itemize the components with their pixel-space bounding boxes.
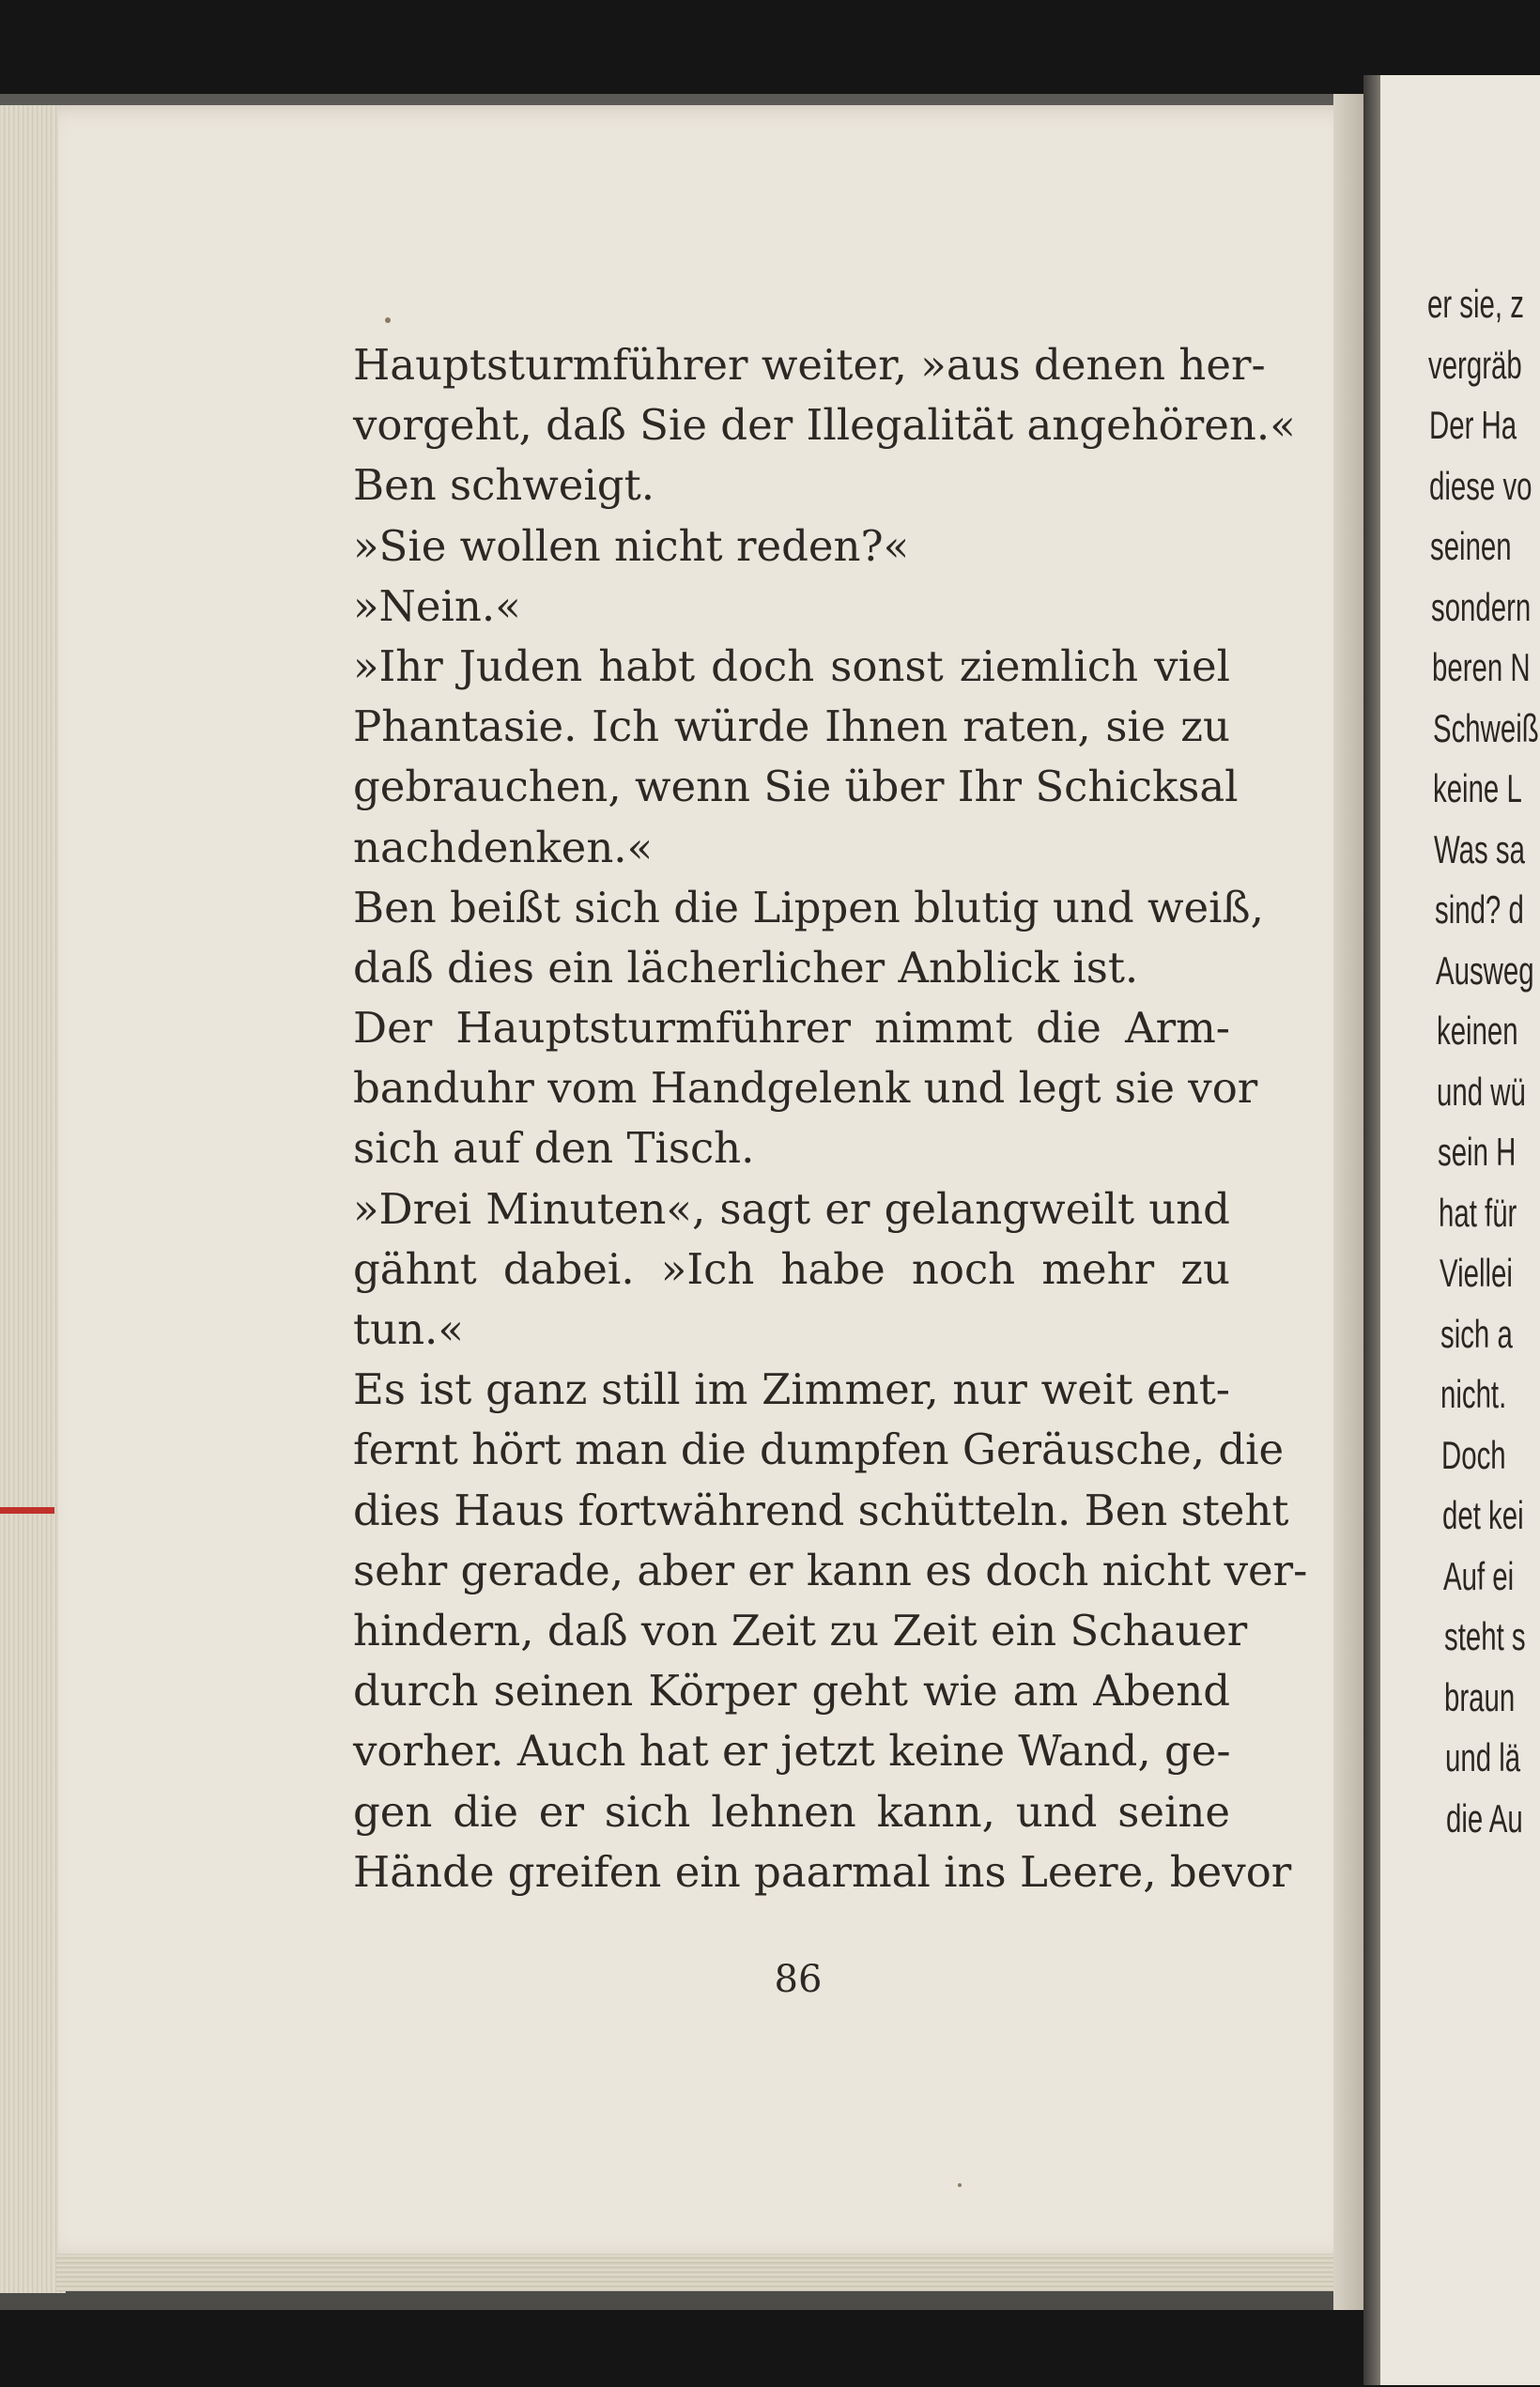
right-page-line: er sie, z [1427,282,1524,326]
text-line: durch seinen Körper geht wie am Abend [353,1666,1230,1717]
right-page-line: hat für [1439,1190,1517,1235]
text-line: Der Hauptsturmführer nimmt die Arm- [353,1003,1230,1054]
text-line: sich auf den Tisch. [353,1123,755,1174]
right-page-line: Was sa [1434,826,1526,871]
right-page-line: Ausweg [1435,947,1534,993]
paper-speck [958,2183,962,2187]
paper-speck [385,317,391,323]
text-line: Hauptsturmführer weiter, »aus denen her- [353,340,1266,390]
text-line: tun.« [353,1304,464,1354]
right-page-line: Schweiß [1432,705,1539,750]
page-bottom-edge [56,2254,1362,2291]
text-line: Phantasie. Ich würde Ihnen raten, sie zu [353,701,1230,752]
right-page-line: Auf ei [1442,1553,1514,1598]
right-page-line: sind? d [1435,887,1524,932]
bookmark-ribbon [0,1507,54,1514]
page-stack-edge [0,105,66,2293]
right-page-line: und wü [1437,1069,1527,1114]
right-page-line: keine L [1433,766,1523,810]
text-line: dies Haus fortwährend schütteln. Ben steht [353,1485,1289,1535]
right-page-line: sich a [1440,1311,1513,1356]
text-line: gen die er sich lehnen kann, und seine [353,1786,1230,1837]
right-page-line: Viellei [1439,1251,1513,1295]
right-page [1380,75,1540,2385]
text-line: »Nein.« [353,580,521,631]
body-text [353,335,1308,1902]
right-page-line: braun [1444,1674,1516,1719]
right-page-line: sein H [1438,1130,1517,1174]
right-page-line: Doch [1441,1432,1506,1477]
text-line: Ben beißt sich die Lippen blutig und weiß, [353,882,1264,932]
text-line: fernt hört man die dumpfen Geräusche, die [353,1424,1285,1475]
text-line: hindern, daß von Zeit zu Zeit ein Schauer [353,1605,1248,1656]
right-page-line: diese vo [1429,463,1532,508]
text-line: Hände greifen ein paarmal ins Leere, bevor [353,1846,1292,1897]
text-line: daß dies ein lächerlicher Anblick ist. [353,942,1139,993]
text-line: »Sie wollen nicht reden?« [353,520,910,571]
text-line: gebrauchen, wenn Sie über Ihr Schicksal [353,762,1239,812]
text-line: banduhr vom Handgelenk und legt sie vor [353,1063,1258,1114]
right-page-line: seinen [1430,524,1512,568]
right-page-line: sondern [1431,584,1532,629]
text-line: sehr gerade, aber er kann es doch nicht ver- [353,1545,1308,1595]
text-line: Es ist ganz still im Zimmer, nur weit ent- [353,1364,1230,1415]
text-line: »Ihr Juden habt doch sonst ziemlich viel [353,640,1230,691]
right-page-line: beren N [1431,645,1531,689]
right-page-line: det kei [1442,1493,1524,1537]
text-line: Ben schweigt. [353,460,654,511]
text-line: vorher. Auch hat er jetzt keine Wand, ge- [353,1726,1231,1777]
right-page-line: vergräb [1427,342,1522,387]
right-page-line: nicht. [1440,1372,1507,1416]
page-number: 86 [774,1958,823,2001]
right-page-line: steht s [1443,1614,1526,1658]
right-page-line: Der Ha [1428,403,1517,447]
text-line: nachdenken.« [353,822,654,872]
text-line: gähnt dabei. »Ich habe noch mehr zu [353,1243,1230,1294]
right-page-line: keinen [1436,1009,1518,1053]
right-page-line: und lä [1445,1735,1521,1779]
right-page-line: die Au [1446,1795,1523,1840]
text-line: vorgeht, daß Sie der Illegalität angehören.« [353,400,1296,451]
text-line: »Drei Minuten«, sagt er gelangweilt und [353,1183,1230,1234]
